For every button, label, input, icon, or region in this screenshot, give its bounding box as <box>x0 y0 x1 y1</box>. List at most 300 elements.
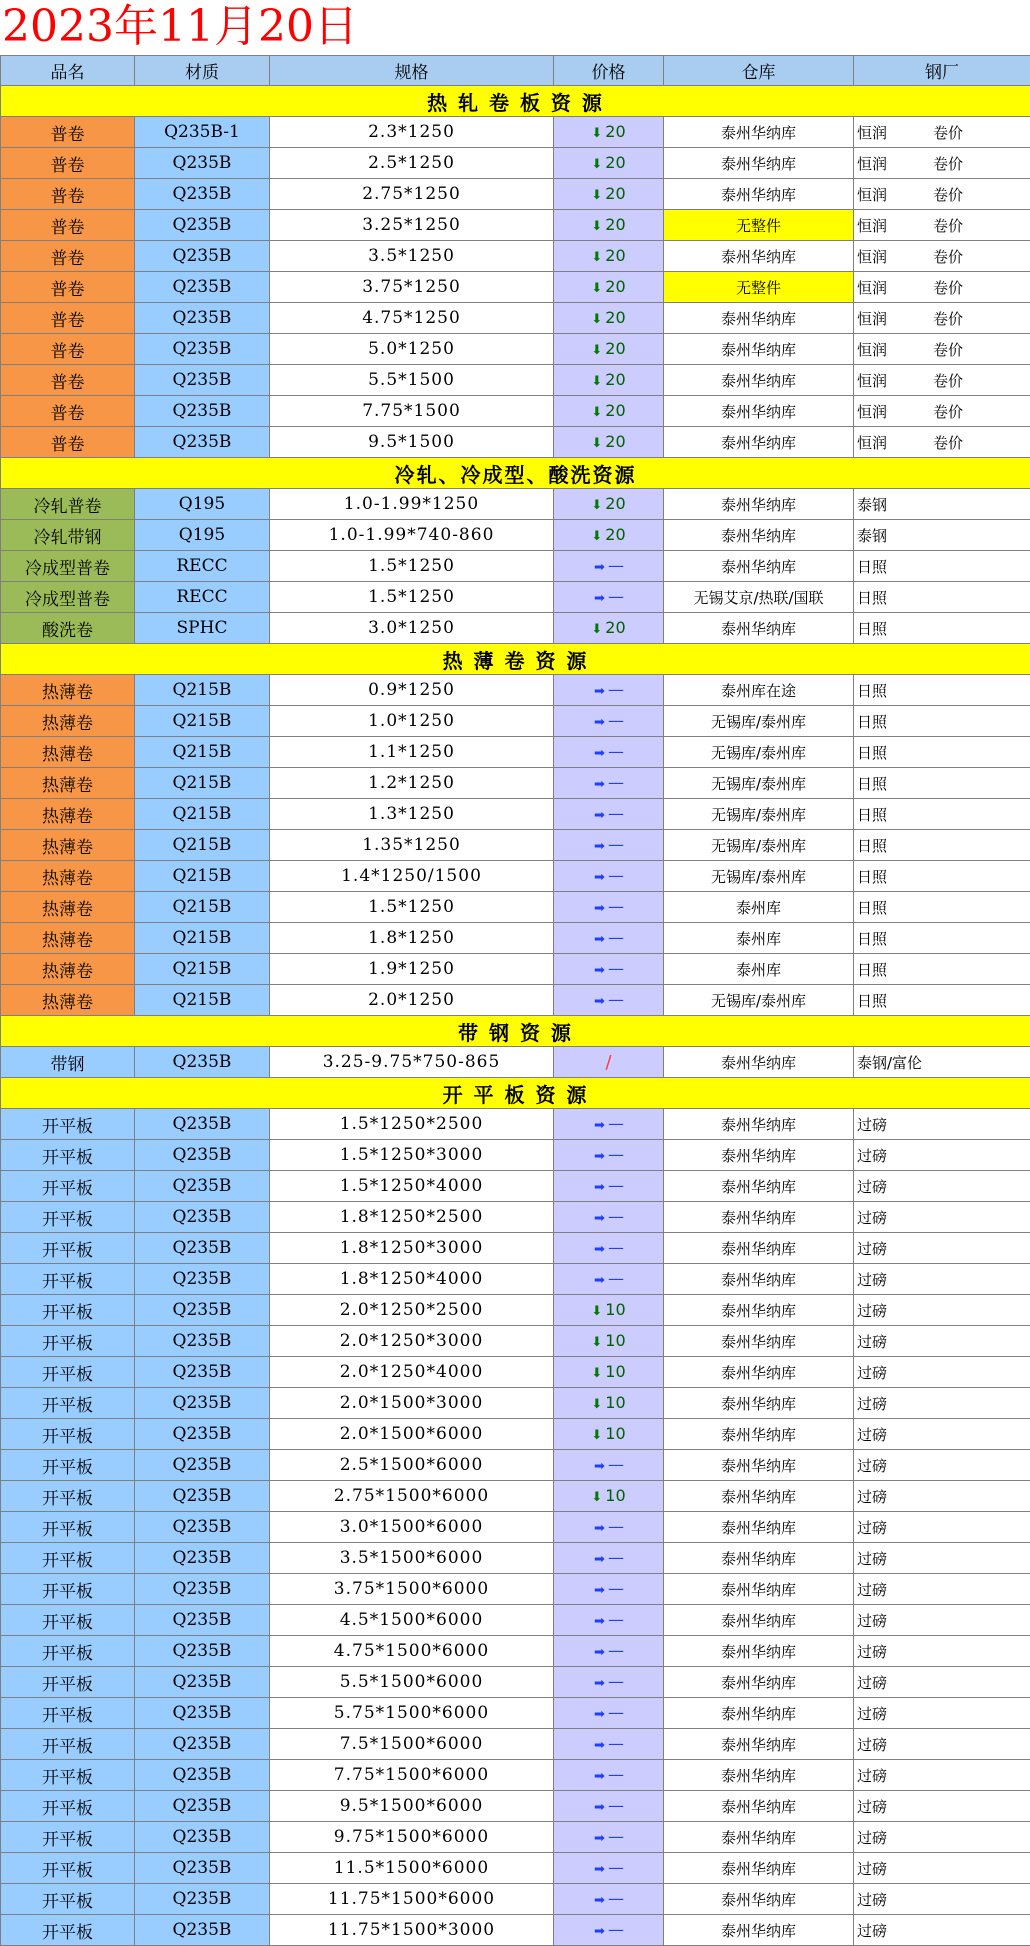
table-row <box>1 1388 1030 1419</box>
arrow-right-icon: ➡ <box>594 1893 605 1908</box>
arrow-right-icon: ➡ <box>594 932 605 947</box>
price-change-value: 20 <box>605 494 626 513</box>
product-name-cell: 普卷 <box>1 210 135 241</box>
product-name-cell: 热薄卷 <box>1 985 135 1016</box>
product-name-cell: 冷成型普卷 <box>1 582 135 613</box>
mill-cell <box>854 1915 1030 1946</box>
arrow-right-icon: ➡ <box>594 1118 605 1133</box>
mill-cell <box>854 272 1030 303</box>
material-cell: Q235B <box>135 1512 270 1543</box>
section-title: 冷轧、冷成型、酸洗资源 <box>1 458 1030 489</box>
mill-cell <box>854 396 1030 427</box>
mill-cell <box>854 303 1030 334</box>
material-cell: Q215B <box>135 892 270 923</box>
material-cell: Q215B <box>135 985 270 1016</box>
material-cell: Q235B <box>135 1326 270 1357</box>
price-cell <box>554 1760 664 1791</box>
section-title: 热 薄 卷 资 源 <box>1 644 1030 675</box>
price-change-value: 10 <box>605 1331 626 1350</box>
warehouse-cell: 泰州华纳库 <box>664 1171 854 1202</box>
mill-name: 过磅 <box>857 1363 888 1382</box>
price-cell <box>554 737 664 768</box>
mill-cell <box>854 365 1030 396</box>
price-change-value: / <box>605 1051 612 1073</box>
price-cell <box>554 1574 664 1605</box>
spec-cell: 1.1*1250 <box>270 737 554 768</box>
price-change-value: — <box>607 804 623 823</box>
warehouse-cell: 泰州华纳库 <box>664 489 854 520</box>
price-cell <box>554 954 664 985</box>
price-change-value: — <box>607 1734 623 1753</box>
spec-cell: 3.5*1500*6000 <box>270 1543 554 1574</box>
arrow-right-icon: ➡ <box>594 1552 605 1567</box>
table-row <box>1 1512 1030 1543</box>
spec-cell: 4.5*1500*6000 <box>270 1605 554 1636</box>
section-header-row <box>1 86 1030 117</box>
mill-cell <box>854 1450 1030 1481</box>
mill-cell <box>854 1202 1030 1233</box>
table-row <box>1 1915 1030 1946</box>
arrow-right-icon: ➡ <box>594 1149 605 1164</box>
mill-name: 恒润 <box>857 216 888 235</box>
price-change-value: — <box>607 866 623 885</box>
arrow-right-icon: ➡ <box>594 1862 605 1877</box>
table-row <box>1 1450 1030 1481</box>
warehouse-cell: 泰州华纳库 <box>664 1791 854 1822</box>
material-cell: Q235B <box>135 148 270 179</box>
mill-name: 过磅 <box>857 1580 888 1599</box>
spec-cell: 5.0*1250 <box>270 334 554 365</box>
table-row <box>1 830 1030 861</box>
warehouse-cell: 泰州华纳库 <box>664 303 854 334</box>
material-cell: Q235B <box>135 1729 270 1760</box>
warehouse-cell: 泰州华纳库 <box>664 1326 854 1357</box>
mill-name: 过磅 <box>857 1332 888 1351</box>
price-cell <box>554 365 664 396</box>
arrow-right-icon: ➡ <box>594 746 605 761</box>
mill-name: 泰钢 <box>857 495 888 514</box>
spec-cell: 1.5*1250 <box>270 551 554 582</box>
price-cell <box>554 1295 664 1326</box>
spec-cell: 7.75*1500 <box>270 396 554 427</box>
price-change-value: — <box>607 1579 623 1598</box>
product-name-cell: 开平板 <box>1 1357 135 1388</box>
table-row <box>1 551 1030 582</box>
spec-cell: 0.9*1250 <box>270 675 554 706</box>
mill-name: 日照 <box>857 743 888 762</box>
price-change-value: — <box>607 928 623 947</box>
mill-name: 日照 <box>857 991 888 1010</box>
mill-name: 日照 <box>857 929 888 948</box>
product-name-cell: 普卷 <box>1 272 135 303</box>
product-name-cell: 开平板 <box>1 1326 135 1357</box>
arrow-down-icon: ⬇ <box>591 1304 603 1319</box>
material-cell: Q235B <box>135 241 270 272</box>
spec-cell: 3.25-9.75*750-865 <box>270 1047 554 1078</box>
mill-name: 日照 <box>857 805 888 824</box>
product-name-cell: 开平板 <box>1 1264 135 1295</box>
material-cell: Q235B <box>135 1295 270 1326</box>
mill-name: 日照 <box>857 774 888 793</box>
material-cell: Q235B <box>135 1419 270 1450</box>
spec-cell: 1.5*1250 <box>270 892 554 923</box>
mill-cell <box>854 1481 1030 1512</box>
table-row <box>1 1605 1030 1636</box>
price-cell <box>554 1264 664 1295</box>
mill-cell <box>854 985 1030 1016</box>
warehouse-cell: 泰州华纳库 <box>664 1915 854 1946</box>
mill-cell <box>854 1047 1030 1078</box>
price-cell <box>554 985 664 1016</box>
price-cell <box>554 1140 664 1171</box>
product-name-cell: 普卷 <box>1 303 135 334</box>
mill-name: 过磅 <box>857 1642 888 1661</box>
mill-cell <box>854 334 1030 365</box>
price-change-value: 20 <box>605 277 626 296</box>
warehouse-cell: 泰州华纳库 <box>664 1419 854 1450</box>
price-cell <box>554 1543 664 1574</box>
mill-name: 恒润 <box>857 278 888 297</box>
table-row <box>1 365 1030 396</box>
arrow-right-icon: ➡ <box>594 777 605 792</box>
mill-name: 日照 <box>857 712 888 731</box>
spec-cell: 1.35*1250 <box>270 830 554 861</box>
table-row <box>1 582 1030 613</box>
price-change-value: — <box>607 742 623 761</box>
product-name-cell: 普卷 <box>1 365 135 396</box>
header-name: 品名 <box>1 56 135 86</box>
table-row <box>1 241 1030 272</box>
warehouse-cell: 泰州华纳库 <box>664 1667 854 1698</box>
arrow-right-icon: ➡ <box>594 1583 605 1598</box>
price-cell <box>554 1822 664 1853</box>
mill-cell <box>854 799 1030 830</box>
arrow-right-icon: ➡ <box>594 1521 605 1536</box>
mill-name: 过磅 <box>857 1828 888 1847</box>
product-name-cell: 开平板 <box>1 1605 135 1636</box>
material-cell: Q215B <box>135 954 270 985</box>
price-cell <box>554 1915 664 1946</box>
arrow-right-icon: ➡ <box>594 870 605 885</box>
price-cell <box>554 582 664 613</box>
mill-name: 过磅 <box>857 1239 888 1258</box>
arrow-right-icon: ➡ <box>594 1180 605 1195</box>
mill-name: 泰钢/富伦 <box>857 1053 923 1072</box>
table-row <box>1 892 1030 923</box>
price-cell <box>554 613 664 644</box>
arrow-right-icon: ➡ <box>594 1676 605 1691</box>
product-name-cell: 开平板 <box>1 1698 135 1729</box>
material-cell: Q235B <box>135 1047 270 1078</box>
mill-cell <box>854 1388 1030 1419</box>
product-name-cell: 热薄卷 <box>1 892 135 923</box>
mill-name: 恒润 <box>857 371 888 390</box>
warehouse-cell: 泰州华纳库 <box>664 1574 854 1605</box>
mill-name: 日照 <box>857 619 888 638</box>
arrow-right-icon: ➡ <box>594 901 605 916</box>
warehouse-cell: 泰州华纳库 <box>664 1636 854 1667</box>
arrow-right-icon: ➡ <box>594 1242 605 1257</box>
mill-cell <box>854 830 1030 861</box>
table-row <box>1 396 1030 427</box>
mill-cell <box>854 1233 1030 1264</box>
mill-cell <box>854 1574 1030 1605</box>
product-name-cell: 开平板 <box>1 1202 135 1233</box>
material-cell: Q215B <box>135 768 270 799</box>
table-row <box>1 1791 1030 1822</box>
mill-name: 恒润 <box>857 185 888 204</box>
price-change-value: — <box>607 897 623 916</box>
table-row <box>1 985 1030 1016</box>
price-cell <box>554 1202 664 1233</box>
warehouse-cell: 泰州华纳库 <box>664 1140 854 1171</box>
price-cell <box>554 1729 664 1760</box>
mill-cell <box>854 582 1030 613</box>
header-row <box>1 56 1030 86</box>
material-cell: Q235B <box>135 1822 270 1853</box>
mill-cell <box>854 427 1030 458</box>
mill-cell <box>854 1171 1030 1202</box>
price-change-value: 20 <box>605 184 626 203</box>
spec-cell: 2.75*1250 <box>270 179 554 210</box>
mill-cell <box>854 923 1030 954</box>
spec-cell: 2.0*1500*6000 <box>270 1419 554 1450</box>
material-cell: Q235B <box>135 303 270 334</box>
table-row <box>1 768 1030 799</box>
spec-cell: 2.75*1500*6000 <box>270 1481 554 1512</box>
price-cell <box>554 923 664 954</box>
mill-cell <box>854 1109 1030 1140</box>
arrow-down-icon: ⬇ <box>591 312 603 327</box>
price-cell <box>554 1357 664 1388</box>
warehouse-cell: 泰州华纳库 <box>664 1698 854 1729</box>
arrow-right-icon: ➡ <box>594 994 605 1009</box>
arrow-right-icon: ➡ <box>594 1211 605 1226</box>
price-table-body <box>1 56 1030 1946</box>
mill-cell <box>854 954 1030 985</box>
spec-cell: 9.5*1500*6000 <box>270 1791 554 1822</box>
warehouse-cell: 无锡库/泰州库 <box>664 706 854 737</box>
price-change-value: — <box>607 1269 623 1288</box>
table-row <box>1 1233 1030 1264</box>
mill-name: 日照 <box>857 960 888 979</box>
warehouse-cell: 泰州华纳库 <box>664 1884 854 1915</box>
warehouse-cell: 无锡艾京/热联/国联 <box>664 582 854 613</box>
mill-cell <box>854 892 1030 923</box>
price-cell <box>554 334 664 365</box>
table-row <box>1 737 1030 768</box>
mill-cell <box>854 1636 1030 1667</box>
warehouse-cell: 泰州华纳库 <box>664 1233 854 1264</box>
mill-cell <box>854 1853 1030 1884</box>
spec-cell: 1.2*1250 <box>270 768 554 799</box>
mill-name: 恒润 <box>857 433 888 452</box>
material-cell: Q235B <box>135 1636 270 1667</box>
price-change-value: 10 <box>605 1393 626 1412</box>
price-change-value: — <box>607 1548 623 1567</box>
product-name-cell: 普卷 <box>1 148 135 179</box>
product-name-cell: 开平板 <box>1 1512 135 1543</box>
warehouse-cell: 泰州华纳库 <box>664 1109 854 1140</box>
price-cell <box>554 1512 664 1543</box>
spec-cell: 9.75*1500*6000 <box>270 1822 554 1853</box>
header-mill: 钢厂 <box>854 56 1030 86</box>
mill-name: 恒润 <box>857 247 888 266</box>
spec-cell: 1.5*1250*4000 <box>270 1171 554 1202</box>
spec-cell: 5.75*1500*6000 <box>270 1698 554 1729</box>
price-change-value: — <box>607 1114 623 1133</box>
mill-name: 恒润 <box>857 309 888 328</box>
mill-name: 过磅 <box>857 1394 888 1413</box>
price-change-value: 10 <box>605 1300 626 1319</box>
mill-name: 过磅 <box>857 1115 888 1134</box>
table-row <box>1 923 1030 954</box>
product-name-cell: 普卷 <box>1 334 135 365</box>
product-name-cell: 热薄卷 <box>1 706 135 737</box>
material-cell: RECC <box>135 551 270 582</box>
mill-note: 卷价 <box>933 371 964 390</box>
warehouse-cell: 泰州华纳库 <box>664 1202 854 1233</box>
spec-cell: 2.0*1250 <box>270 985 554 1016</box>
mill-name: 过磅 <box>857 1456 888 1475</box>
table-row <box>1 1171 1030 1202</box>
price-change-value: — <box>607 556 623 575</box>
table-row <box>1 148 1030 179</box>
spec-cell: 1.0*1250 <box>270 706 554 737</box>
price-cell <box>554 303 664 334</box>
warehouse-cell: 泰州华纳库 <box>664 396 854 427</box>
mill-name: 日照 <box>857 588 888 607</box>
product-name-cell: 普卷 <box>1 117 135 148</box>
arrow-right-icon: ➡ <box>594 1645 605 1660</box>
mill-note: 卷价 <box>933 123 964 142</box>
arrow-down-icon: ⬇ <box>591 188 603 203</box>
price-change-value: — <box>607 711 623 730</box>
table-row <box>1 706 1030 737</box>
section-header-row <box>1 458 1030 489</box>
arrow-right-icon: ➡ <box>594 1614 605 1629</box>
price-cell <box>554 1667 664 1698</box>
mill-note: 卷价 <box>933 309 964 328</box>
price-change-value: — <box>607 1889 623 1908</box>
material-cell: Q235B <box>135 1698 270 1729</box>
price-cell <box>554 799 664 830</box>
table-row <box>1 1822 1030 1853</box>
product-name-cell: 开平板 <box>1 1915 135 1946</box>
product-name-cell: 开平板 <box>1 1760 135 1791</box>
table-row <box>1 954 1030 985</box>
spec-cell: 2.5*1500*6000 <box>270 1450 554 1481</box>
product-name-cell: 开平板 <box>1 1543 135 1574</box>
material-cell: Q235B <box>135 1481 270 1512</box>
price-cell <box>554 830 664 861</box>
mill-cell <box>854 520 1030 551</box>
price-change-value: 10 <box>605 1486 626 1505</box>
section-title: 开 平 板 资 源 <box>1 1078 1030 1109</box>
price-cell <box>554 210 664 241</box>
price-change-value: 20 <box>605 215 626 234</box>
table-row <box>1 334 1030 365</box>
spec-cell: 7.5*1500*6000 <box>270 1729 554 1760</box>
mill-note: 卷价 <box>933 185 964 204</box>
warehouse-cell: 泰州库在途 <box>664 675 854 706</box>
mill-name: 恒润 <box>857 402 888 421</box>
table-row <box>1 1636 1030 1667</box>
spec-cell: 1.5*1250 <box>270 582 554 613</box>
mill-name: 日照 <box>857 681 888 700</box>
warehouse-cell: 泰州华纳库 <box>664 551 854 582</box>
table-row <box>1 1419 1030 1450</box>
price-cell <box>554 768 664 799</box>
warehouse-cell: 泰州华纳库 <box>664 1450 854 1481</box>
product-name-cell: 热薄卷 <box>1 799 135 830</box>
price-table <box>0 55 1030 1946</box>
price-change-value: — <box>607 835 623 854</box>
spec-cell: 2.5*1250 <box>270 148 554 179</box>
arrow-right-icon: ➡ <box>594 1738 605 1753</box>
arrow-down-icon: ⬇ <box>591 498 603 513</box>
warehouse-cell: 无锡库/泰州库 <box>664 768 854 799</box>
price-cell <box>554 148 664 179</box>
spec-cell: 4.75*1250 <box>270 303 554 334</box>
warehouse-cell: 泰州华纳库 <box>664 1357 854 1388</box>
spec-cell: 4.75*1500*6000 <box>270 1636 554 1667</box>
table-row <box>1 520 1030 551</box>
price-change-value: — <box>607 1207 623 1226</box>
price-change-value: — <box>607 1827 623 1846</box>
price-change-value: — <box>607 587 623 606</box>
warehouse-cell: 无锡库/泰州库 <box>664 799 854 830</box>
mill-cell <box>854 613 1030 644</box>
product-name-cell: 开平板 <box>1 1791 135 1822</box>
price-cell <box>554 551 664 582</box>
material-cell: RECC <box>135 582 270 613</box>
mill-cell <box>854 1884 1030 1915</box>
mill-note: 卷价 <box>933 340 964 359</box>
arrow-down-icon: ⬇ <box>591 157 603 172</box>
mill-name: 过磅 <box>857 1208 888 1227</box>
spec-cell: 5.5*1500*6000 <box>270 1667 554 1698</box>
arrow-right-icon: ➡ <box>594 1800 605 1815</box>
mill-name: 过磅 <box>857 1146 888 1165</box>
price-cell <box>554 241 664 272</box>
table-row <box>1 675 1030 706</box>
mill-name: 过磅 <box>857 1766 888 1785</box>
arrow-down-icon: ⬇ <box>591 219 603 234</box>
table-row <box>1 1729 1030 1760</box>
price-change-value: — <box>607 1517 623 1536</box>
spec-cell: 1.9*1250 <box>270 954 554 985</box>
arrow-down-icon: ⬇ <box>591 374 603 389</box>
mill-name: 过磅 <box>857 1735 888 1754</box>
mill-name: 恒润 <box>857 340 888 359</box>
mill-note: 卷价 <box>933 154 964 173</box>
mill-name: 过磅 <box>857 1859 888 1878</box>
warehouse-cell: 无锡库/泰州库 <box>664 830 854 861</box>
material-cell: Q215B <box>135 737 270 768</box>
spec-cell: 7.75*1500*6000 <box>270 1760 554 1791</box>
material-cell: Q235B <box>135 1605 270 1636</box>
warehouse-cell: 无锡库/泰州库 <box>664 985 854 1016</box>
table-row <box>1 1760 1030 1791</box>
product-name-cell: 普卷 <box>1 241 135 272</box>
table-row <box>1 489 1030 520</box>
table-row <box>1 1264 1030 1295</box>
table-row <box>1 117 1030 148</box>
section-title: 热 轧 卷 板 资 源 <box>1 86 1030 117</box>
product-name-cell: 开平板 <box>1 1295 135 1326</box>
table-row <box>1 427 1030 458</box>
